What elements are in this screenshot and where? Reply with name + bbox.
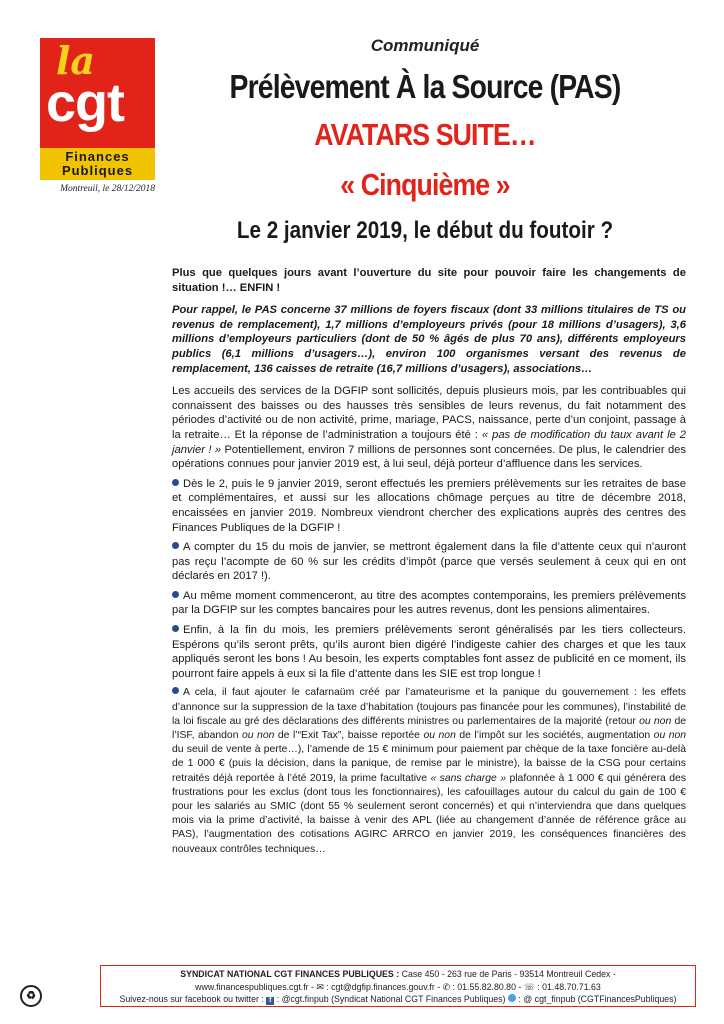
intro-text-b: Potentiellement, environ 7 millions de personnes sont concernées. De plus, le calendrier des opérations connues pour janvier 2019 est, à lui seul, déjà porteur d’affluence dans les services.: [172, 443, 686, 471]
b5-text-a: A cela, il faut ajouter le cafarnaüm créé par l’amateurisme et la panique du gouvernement : les effets d’annonce sur la suppression de la taxe d’habitation (toujours pas financée pour les communes), l’instabilité de la loi fiscale au gré des déclarations des différents ministres ou parlementaires de la majorité (retour: [172, 687, 686, 727]
place-date: Montreuil, le 28/12/2018: [60, 184, 155, 194]
communique-label: Communiqué: [370, 36, 480, 55]
subtitle-cinquieme: « Cinquième »: [340, 167, 510, 202]
b5-ou-non-4: ou non: [653, 730, 687, 742]
intro-paragraph: [172, 384, 686, 472]
lead-paragraph: Plus que quelques jours avant l’ouverture du site pour pouvoir faire les changements de situation !… ENFIN !: [172, 267, 686, 294]
b5-text-c: de l’“Exit Tax”, baisse reportée: [277, 730, 420, 742]
bullet-dot-icon: [172, 542, 179, 549]
intro-text-a: Les accueils des services de la DGFIP sont sollicités, depuis plusieurs mois, par les contribuables qui connaissent des baisses ou des hausses très sensibles de leurs revenus, du fait notamment des périodes d’activité ou de non activité, prime, mariage, PACS, naissance, perte d’un conjoint, passage à la retraite… Et la réponse de l’administration a toujours été :: [172, 385, 686, 441]
footer-follow: Suivez-nous sur facebook ou twitter :: [119, 994, 264, 1004]
list-item-text: Au même moment commenceront, au titre des acomptes contemporains, les premiers prélèvements par la DGFIP sur les comptes bancaires pour les autres revenus, dont les pensions alimentaires.: [172, 589, 686, 617]
facebook-icon[interactable]: f: [266, 997, 274, 1005]
logo-publiques-text: Publiques: [61, 163, 134, 178]
b5-text-e: du seuil de vente à perte…), l’amende de 15 € minimum pour paiement par chèque de la taxe foncière au-delà de 1 000 € (puis la décision, dans la panique, de remise par le ministre), la baisse de la CSG pour certains retraités déjà reportée à l’été 2019, la prime facultative: [172, 744, 686, 784]
list-item: [172, 686, 686, 856]
b5-ou-non-1: ou non: [639, 715, 672, 727]
b5-text-d: de l’impôt sur les sociétés, augmentation: [459, 730, 651, 742]
list-item-text: Dès le 2, puis le 9 janvier 2019, seront effectués les premiers prélèvements sur les retraites de base et complémentaires, et aussi sur les allocations chômage perçues au titre de décembre 2018, encaissées en janvier 2019. Nombreux viendront chercher des explications auprès des centres des Finances Publiques de la DGFIP !: [172, 477, 686, 534]
b5-ou-non-3: ou non: [423, 730, 456, 742]
footer-line-2: www.financespubliques.cgt.fr - ✉ : cgt@dgfip.finances.gouv.fr - ✆ : 01.55.82.80.80 - ☏ : 01.48.70.71.63: [195, 981, 601, 992]
bullet-dot-icon: [172, 479, 179, 486]
date-headline: Le 2 janvier 2019, le début du foutoir ?: [236, 217, 614, 244]
list-item: [172, 589, 686, 618]
footer-facebook[interactable]: : @cgt.finpub (Syndicat National CGT Finances Publiques): [276, 994, 506, 1004]
recycle-icon: ♻: [20, 985, 42, 1007]
logo-finances-text: Finances: [65, 149, 130, 164]
b5-text-b: de l’ISF, abandon: [172, 715, 686, 742]
subtitle-avatars: AVATARS SUITE…: [314, 117, 536, 152]
logo-red-block: [40, 38, 155, 148]
document-body: [172, 266, 686, 862]
footer-line-1: [101, 968, 695, 981]
bullet-dot-icon: [172, 591, 179, 598]
reminder-paragraph: Pour rappel, le PAS concerne 37 millions de foyers fiscaux (dont 33 millions titulaires de TS ou revenus de remplacement), 1,7 millions d’employeurs privés (pour 18 millions d’usagers), 3,6 millions d’employeurs particuliers (dont de 50 % âgés de plus 70 ans), différents employeurs publics (6,1 millions d’usagers…), environ 100 organismes versant des revenus de remplacement, 136 caisses de retraite (16,7 millions d’usagers), associations…: [172, 304, 686, 375]
list-item-text: Enfin, à la fin du mois, les premiers prélèvements seront généralisés par les tiers collecteurs. Espérons qu’ils seront prêts, qu’ils auront bien digéré l’indigeste cahier des charges et que les taux appliqués seront les bons ! Au besoin, les experts comptables font assez de publicité en ce moment, ils pourront faire appels à eux si la file d’attente dans les SIE est trop longue !: [172, 624, 686, 680]
cgt-logo: [40, 38, 155, 180]
b5-text-f: plafonnée à 1 000 € qui générera des frustrations pour les exclus (dont tous les fonctionnaires), les cafouillages autour du calcul du gain de 100 € pour les salariés au SMIC (dont 55 % seulement seront concernés) et qui n’interviendra que dans quelques mois via la prime d’activité, la baisse à venir des APL (liée au changement d’année de référence grâce au PAS), l’augmentation des cotisations AGIRC ARRCO en janvier 2019, les conséquences financières des nouveaux contrôles techniques…: [172, 772, 687, 855]
b5-sans-charge: « sans charge »: [430, 772, 507, 784]
bullet-dot-icon: [172, 687, 179, 694]
b5-ou-non-2: ou non: [241, 730, 275, 742]
twitter-icon[interactable]: [508, 994, 516, 1002]
footer-box: [100, 965, 696, 1007]
footer-twitter[interactable]: : @ cgt_finpub (CGTFinancesPubliques): [518, 994, 677, 1004]
page-title: Prélèvement À la Source (PAS): [229, 68, 621, 105]
bullet-dot-icon: [172, 625, 179, 632]
footer-org: SYNDICAT NATIONAL CGT FINANCES PUBLIQUES :: [180, 969, 400, 979]
logo-cgt-text: cgt: [46, 73, 124, 133]
logo-la-text: la: [56, 38, 96, 83]
list-item-text: A compter du 15 du mois de janvier, se mettront également dans la file d’attente ceux qui n’auront pas reçu l’acompte de 60 % sur les crédits d’impôt (parce que versés seulement à ceux qui en ont déclarés en 2017 !).: [172, 541, 686, 583]
list-item: [172, 540, 686, 584]
intro-quote: « pas de modification du taux avant le 2 janvier ! »: [172, 428, 686, 456]
footer-address: Case 450 - 263 rue de Paris - 93514 Montreuil Cedex -: [401, 969, 616, 979]
list-item: [172, 477, 686, 535]
footer-line-3: [101, 993, 695, 1006]
list-item: [172, 623, 686, 681]
logo-yellow-block: [40, 148, 155, 180]
